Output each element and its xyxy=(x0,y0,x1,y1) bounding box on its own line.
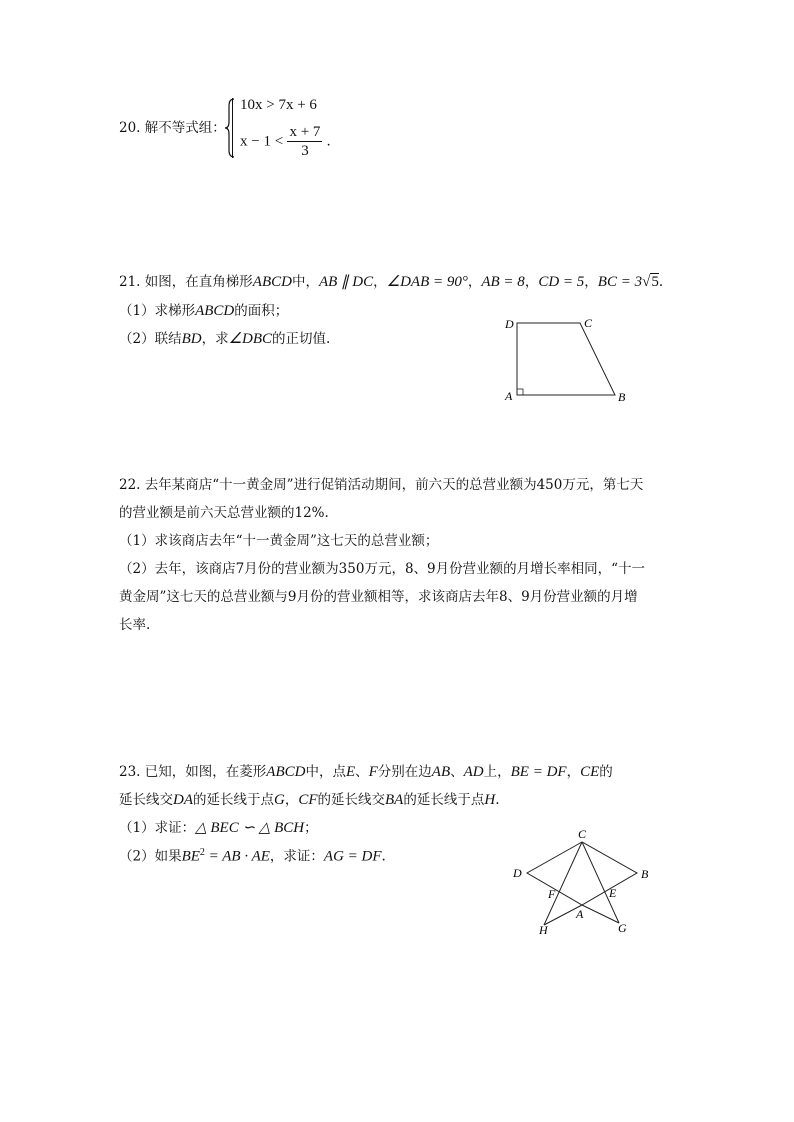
line-a-to-g xyxy=(582,905,619,923)
q21-cond5: BC = 3 xyxy=(597,274,643,290)
q23-point-e: E xyxy=(345,764,356,780)
q21-cond1: AB ∥ DC xyxy=(318,274,374,290)
q21-sep4: ， xyxy=(584,274,598,290)
q21-name: ABCD xyxy=(252,274,292,290)
q22-part2-line2: 黄金周”这七天的总营业额与9月份的营业额相等，求该商店去年8、9月份营业额的月增 xyxy=(119,589,638,605)
label-c: C xyxy=(584,316,593,330)
q21-cond3: AB = 8 xyxy=(481,274,525,290)
q21-sep2: ， xyxy=(467,274,482,290)
q23-part2-goal: AG = DF xyxy=(323,848,382,865)
q21-cond4: CD = 5 xyxy=(538,274,585,290)
q21-part2-a: （2）联结 xyxy=(119,331,182,347)
q23-part2-c: . xyxy=(381,848,386,865)
q23-condition: BE = DF xyxy=(510,764,567,780)
label-c: C xyxy=(578,827,587,841)
q22-part2-line3: 长率. xyxy=(119,617,151,633)
q23-text: . xyxy=(495,792,500,808)
right-angle-mark xyxy=(517,389,523,395)
q23-part2-a: （2）如果 xyxy=(119,848,182,865)
q20-inequality-1 xyxy=(240,96,317,114)
q20-number: 20. xyxy=(119,120,141,136)
q23-part1 xyxy=(119,819,318,837)
label-h: H xyxy=(539,923,548,937)
q23-part2-be: BE xyxy=(181,848,200,865)
brace-shape xyxy=(225,98,235,158)
q23-part1-similarity: △ BEC ∽ △ BCH xyxy=(195,820,305,836)
q22-line-2: 的营业额是前六天总营业额的12%. xyxy=(119,505,329,521)
q22-line1-text: 去年某商店“十一黄金周”进行促销活动期间，前六天的总营业额为450万元，第七天 xyxy=(144,477,644,493)
label-e: E xyxy=(609,886,617,900)
q23-rhombus-name: ABCD xyxy=(266,764,306,780)
q23-line-1 xyxy=(119,763,613,781)
q23-side-ab: AB xyxy=(431,764,451,780)
q21-part1-b: 的面积； xyxy=(234,303,289,319)
q22-number: 22. xyxy=(119,477,141,493)
q23-text: 已知，如图，在菱形 xyxy=(144,764,267,780)
q20-ineq1-text: 10x > 7x + 6 xyxy=(240,97,317,113)
label-b: B xyxy=(641,867,649,881)
q20-fraction-denominator: 3 xyxy=(301,142,309,159)
q22-part1: （1）求该商店去年“十一黄金周”这七天的总营业额； xyxy=(119,533,439,549)
q21-stem xyxy=(119,273,663,291)
q23-text: 的 xyxy=(599,764,613,780)
q21-part2-b: ，求 xyxy=(201,331,229,347)
trapezoid-outline xyxy=(517,323,615,395)
line-c-to-g xyxy=(582,842,619,923)
q21-part2-bd: BD xyxy=(181,331,202,347)
q21-part2-c: 的正切值. xyxy=(272,331,331,347)
q21-part2-angle: ∠DBC xyxy=(228,331,273,347)
q21-number: 21. xyxy=(119,274,141,290)
q23-number: 23. xyxy=(119,764,141,780)
label-g: G xyxy=(618,921,627,935)
q21-stem-a: 如图，在直角梯形 xyxy=(144,274,253,290)
q21-radicand: 5 xyxy=(651,274,659,290)
q23-part1-b: ； xyxy=(304,820,318,836)
q21-trapezoid-figure xyxy=(500,312,640,407)
q23-segment-cf: CF xyxy=(298,792,318,808)
q21-part1-a: （1）求梯形 xyxy=(119,303,196,319)
rhombus-outline xyxy=(527,842,637,905)
q20-tail: . xyxy=(326,133,331,150)
label-b: B xyxy=(618,390,626,404)
q23-side-ad: AD xyxy=(463,764,484,780)
label-f: F xyxy=(548,887,556,901)
q23-segment-ce: CE xyxy=(580,764,600,780)
q20-fraction xyxy=(287,124,322,160)
label-d: D xyxy=(505,317,514,331)
q23-part2-product: = AB · AE xyxy=(204,848,270,865)
sqrt-sign: √ xyxy=(642,274,651,290)
q21-cond2: ∠DAB = 90° xyxy=(386,274,468,290)
q21-part1-name: ABCD xyxy=(195,303,235,319)
q22-part2-line1: （2）去年，该商店7月份的营业额为350万元，8、9月份营业额的月增长率相同，“十一 xyxy=(119,561,646,577)
q23-text: 中，点 xyxy=(305,764,346,780)
q23-text: 、 xyxy=(355,764,369,780)
q21-part2 xyxy=(119,330,330,348)
q23-text: 延长线交 xyxy=(119,792,173,808)
label-d: D xyxy=(513,866,522,880)
q21-part1 xyxy=(119,302,288,320)
q20-brace xyxy=(232,98,239,158)
q21-tail: . xyxy=(658,274,664,290)
q23-segment-da: DA xyxy=(173,792,193,808)
q22-line-1 xyxy=(119,477,643,493)
q23-rhombus-figure xyxy=(505,825,665,940)
q23-text: 的延长线于点 xyxy=(403,792,485,808)
q20-inequality-2 xyxy=(240,124,330,160)
q23-text: 分别在边 xyxy=(377,764,432,780)
q23-text: 上， xyxy=(483,764,511,780)
q23-text: ， xyxy=(566,764,581,780)
q23-text: 的延长线交 xyxy=(317,792,386,808)
q20-fraction-numerator: x + 7 xyxy=(289,124,321,140)
label-a: A xyxy=(576,907,584,921)
q23-part2-b: ，求证： xyxy=(269,848,324,865)
q23-line-2 xyxy=(119,791,499,809)
q23-point-g: G xyxy=(274,792,285,808)
q23-point-h: H xyxy=(484,792,496,808)
q23-text: 的延长线于点 xyxy=(193,792,274,808)
q20-intro: 解不等式组： xyxy=(144,120,226,136)
q21-sep3: ， xyxy=(524,274,539,290)
label-a: A xyxy=(505,389,513,403)
q23-segment-ba: BA xyxy=(385,792,404,808)
q23-part2 xyxy=(119,847,386,866)
q21-sep1: ， xyxy=(373,274,387,290)
q23-part1-a: （1）求证： xyxy=(119,820,196,836)
q23-point-f: F xyxy=(368,764,378,780)
q23-text: ， xyxy=(284,792,299,808)
q23-part2-exponent: 2 xyxy=(199,847,205,858)
q21-stem-b: 中， xyxy=(291,274,319,290)
q20-intro-line xyxy=(119,120,226,136)
q23-text: 、 xyxy=(450,764,464,780)
q20-ineq2-left: x − 1 < xyxy=(240,133,284,150)
